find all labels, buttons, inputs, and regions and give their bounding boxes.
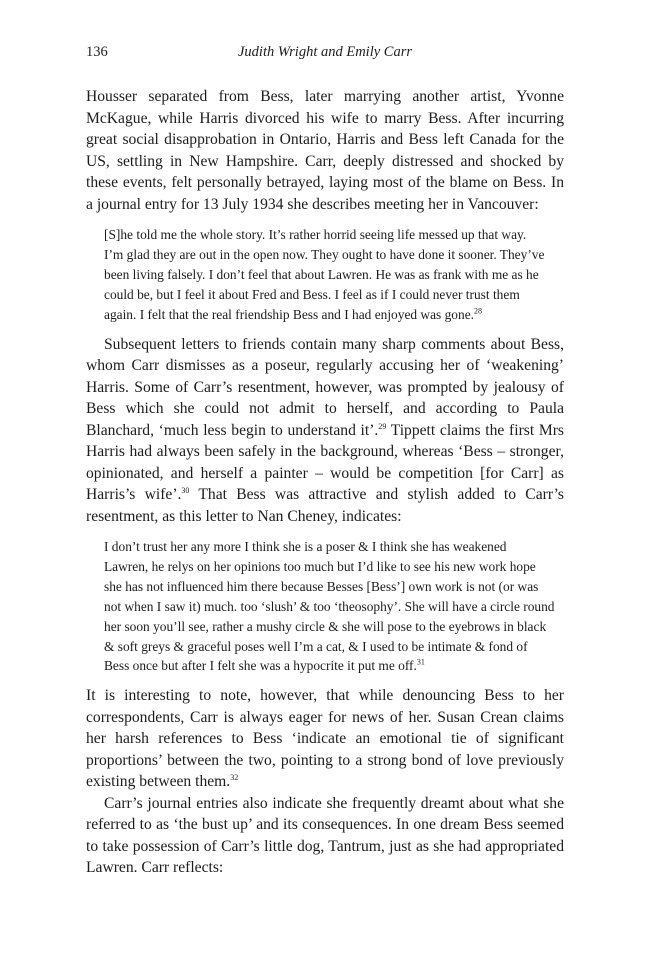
- paragraph-2-text-c: That Bess was attractive and stylish added to Carr’s resentment, as this letter to Nan Cheney, indicates:: [86, 486, 564, 525]
- footnote-ref-32: 32: [230, 773, 239, 783]
- paragraph-3-text: It is interesting to note, however, that while denouncing Bess to her correspondents, Carr is always eager for news of her. Susan Crean claims her harsh references to Bess ‘indicate an emotional tie of significant proportions’ between the two, pointing to a strong bond of love previously existing between them.: [86, 687, 564, 791]
- quote-line: I don’t trust her any more I think she is a poser & I think she has weakened: [104, 539, 507, 555]
- quote-text: again. I felt that the real friendship Bess and I had enjoyed was gone.: [104, 306, 474, 322]
- quote-line: [104, 305, 564, 325]
- block-quote-2: [104, 537, 564, 676]
- quote-line: been living falsely. I don’t feel that about Lawren. He was as frank with me as he: [104, 266, 539, 282]
- quote-text: Bess once but after I felt she was a hypocrite it put me off.: [104, 658, 417, 674]
- paragraph-3: [86, 685, 564, 793]
- running-head: [86, 44, 564, 66]
- quote-line: her soon you’ll see, rather a mushy circle & she will pose to the eyebrows in black: [104, 618, 547, 634]
- page-number: 136: [86, 44, 108, 60]
- page-body: [86, 86, 564, 879]
- paragraph-2-text-b: Tippett claims the first Mrs Harris had always been safely in the background, whereas ‘Bess – stronger, opinionated, and herself a painter – would be competition [for Carr] as Harris’s wife’.: [86, 421, 564, 504]
- quote-line: I’m glad they are out in the open now. They ought to have done it sooner. They’ve: [104, 246, 545, 262]
- footnote-ref-29: 29: [378, 421, 387, 431]
- paragraph-1: Housser separated from Bess, later marrying another artist, Yvonne McKague, while Harris divorced his wife to marry Bess. After incurring great social disapprobation in Ontario, Harris and Bess left Canada for the US, settling in New Hampshire. Carr, deeply distressed and shocked by these events, felt personally betrayed, laying most of the blame on Bess. In a journal entry for 13 July 1934 she describes meeting her in Vancouver:: [86, 88, 564, 213]
- footnote-ref-31: 31: [416, 658, 425, 667]
- quote-line: could be, but I feel it about Fred and Bess. I feel as if I could never trust them: [104, 286, 520, 302]
- footnote-ref-30: 30: [181, 485, 190, 495]
- quote-line: [S]he told me the whole story. It’s rather horrid seeing life messed up that way.: [104, 227, 527, 242]
- quote-line: not when I saw it) much. too ‘slush’ & too ‘theosophy’. She will have a circle round: [104, 598, 555, 614]
- quote-line: [104, 656, 564, 676]
- paragraph-4: Carr’s journal entries also indicate she frequently dreamt about what she referred to as ‘the bust up’ and its consequences. In one dream Bess seemed to take possession of Carr’s little dog, Tantrum, just as she had appropriated Lawren. Carr reflects:: [86, 794, 564, 877]
- running-title: Judith Wright and Emily Carr: [238, 44, 412, 60]
- quote-line: she has not influenced him there because Besses [Bess’] own work is not (or was: [104, 578, 539, 594]
- quote-line: Lawren, he relys on her opinions too much but I’d like to see his new work hope: [104, 558, 536, 574]
- footnote-ref-28: 28: [473, 306, 482, 316]
- block-quote-1: [104, 225, 564, 325]
- paragraph-2: [86, 334, 564, 528]
- quote-line: & soft greys & graceful poses well I’m a cat, & I used to be intimate & fond of: [104, 638, 528, 654]
- paragraph-2-text-a: Subsequent letters to friends contain many sharp comments about Bess, whom Carr dismisses as a poseur, regularly accusing her of ‘weakening’ Harris. Some of Carr’s resentment, however, was prompted by jealousy of Bess which she could not admit to herself, and according to Paula Blanchard, ‘much less begin to understand it’.: [86, 335, 564, 439]
